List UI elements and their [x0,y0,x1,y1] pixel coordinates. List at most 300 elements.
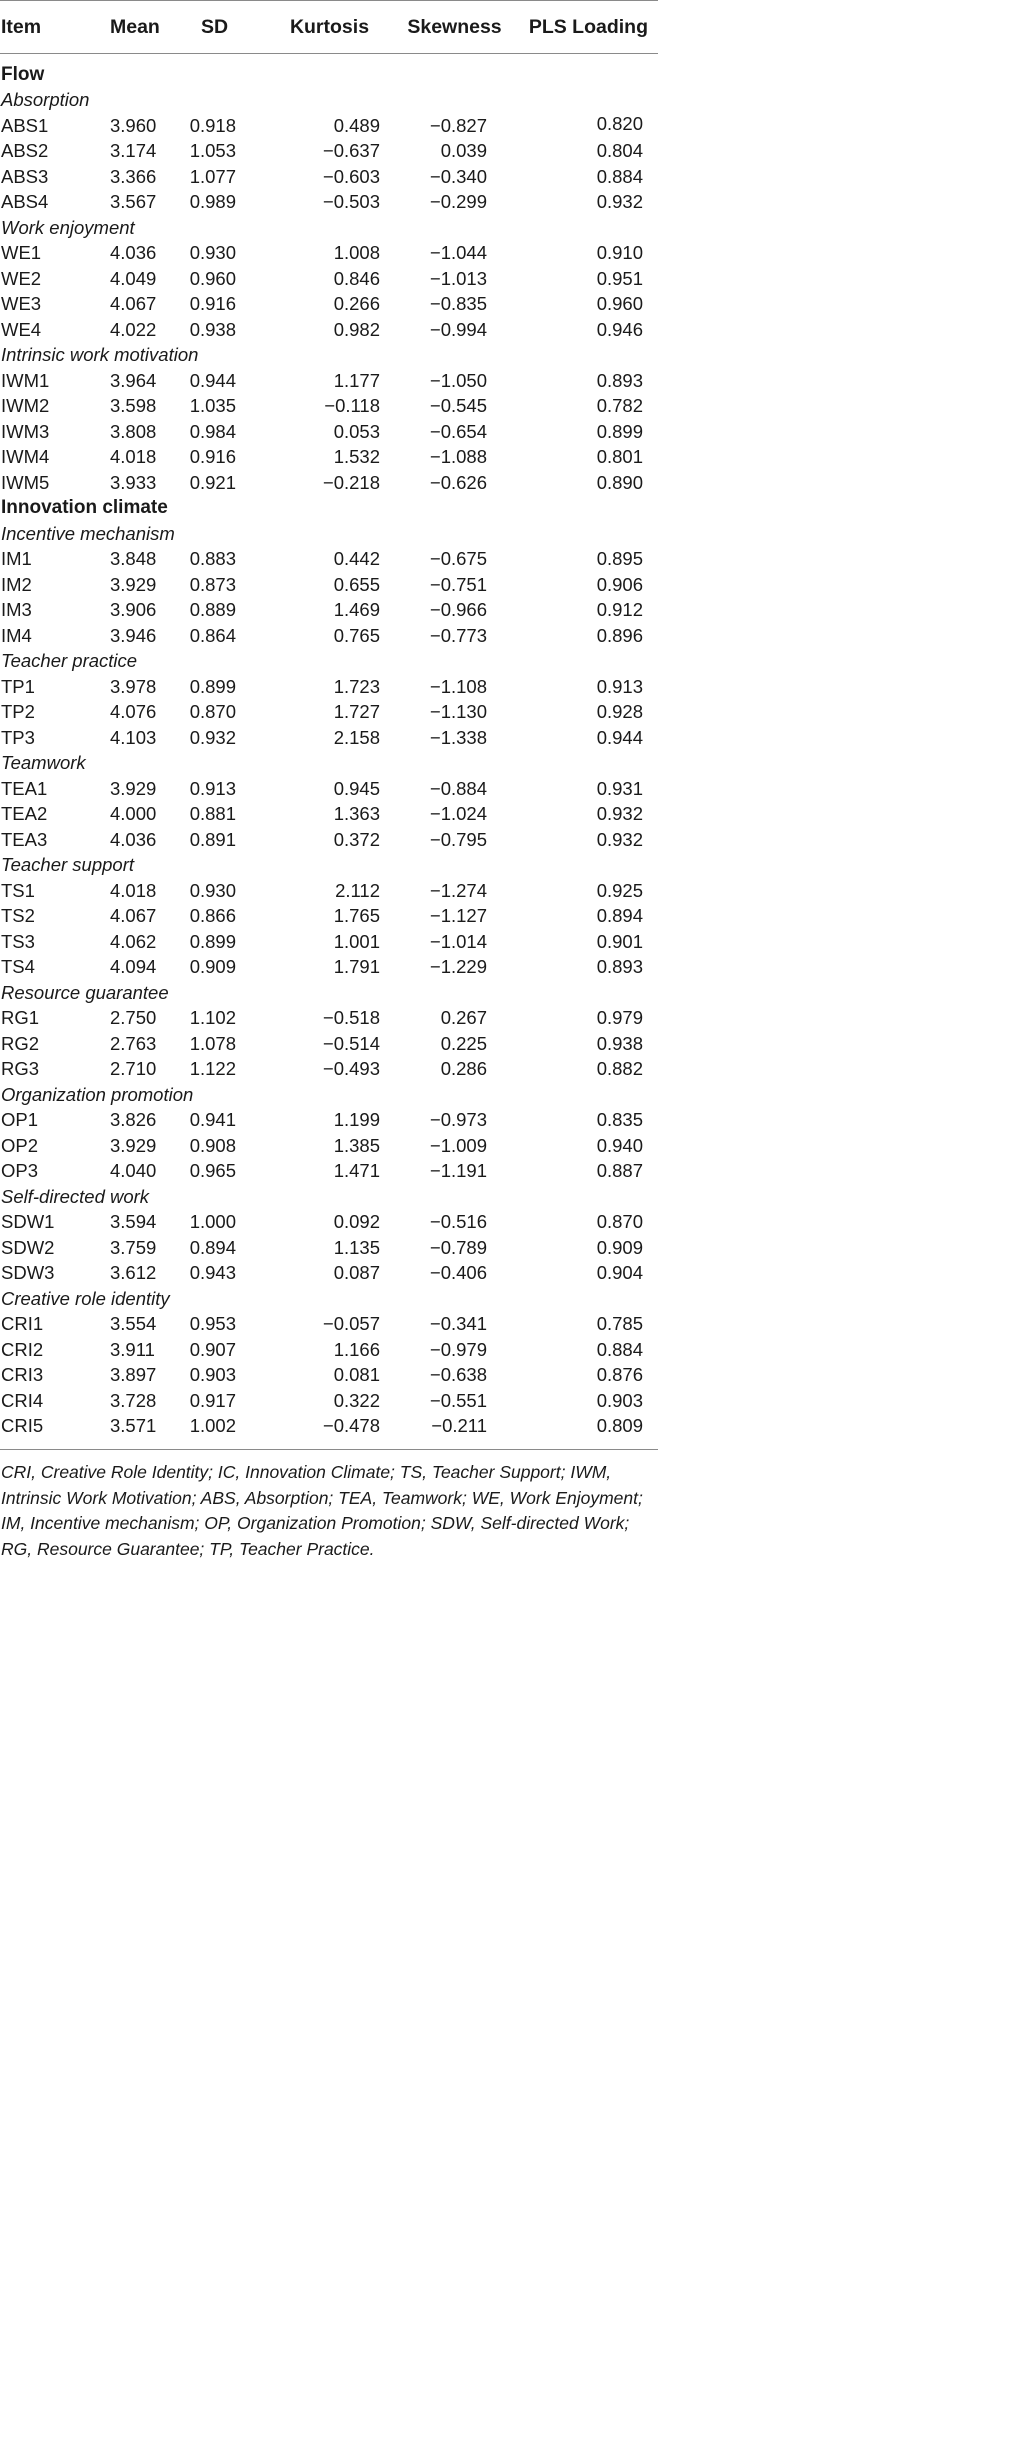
table-row [0,266,658,292]
sd-cell: 0.943 [189,1262,236,1284]
sd-cell: 1.002 [189,1415,236,1437]
sd-cell: 1.053 [189,140,236,162]
item-cell: SDW3 [1,1262,55,1284]
table-row [0,1388,658,1414]
sd-cell: 0.916 [189,446,236,468]
pls-loading-cell: 0.870 [596,1211,643,1233]
mean-cell: 4.076 [110,701,157,723]
subsection-heading: Teacher practice [1,650,138,672]
item-cell: OP2 [1,1134,39,1156]
item-cell: TP1 [1,675,35,697]
pls-loading-cell: 0.946 [596,318,643,340]
skewness-cell: −0.341 [429,1313,487,1335]
table-row [0,1235,658,1261]
table-row [0,368,658,394]
header-pls-loading: PLS Loading [517,1,658,54]
sd-cell: 0.916 [189,293,236,315]
table-row [0,776,658,802]
subsection-heading: Organization promotion [1,1083,194,1105]
table-row [0,1210,658,1236]
kurtosis-cell: 0.081 [333,1364,380,1386]
subsection-heading-row [0,980,658,1006]
skewness-cell: −0.795 [429,828,487,850]
item-cell: TEA1 [1,777,48,799]
section-heading: Flow [1,63,45,85]
mean-cell: 3.946 [110,624,157,646]
pls-loading-cell: 0.951 [596,267,643,289]
mean-cell: 3.598 [110,395,157,417]
skewness-cell: −1.127 [429,905,487,927]
skewness-cell: 0.039 [440,140,487,162]
kurtosis-cell: 0.846 [333,267,380,289]
kurtosis-cell: 2.158 [333,726,380,748]
pls-loading-cell: 0.928 [596,701,643,723]
mean-cell: 4.094 [110,956,157,978]
skewness-cell: −0.545 [429,395,487,417]
table-row [0,1057,658,1083]
table-header [0,1,658,54]
mean-cell: 3.728 [110,1389,157,1411]
mean-cell: 3.929 [110,573,157,595]
table-row [0,419,658,445]
sd-cell: 0.903 [189,1364,236,1386]
table-row [0,572,658,598]
mean-cell: 3.567 [110,191,157,213]
sd-cell: 1.000 [189,1211,236,1233]
skewness-cell: −0.773 [429,624,487,646]
table-row [0,1414,658,1440]
sd-cell: 1.122 [189,1058,236,1080]
subsection-heading: Self-directed work [1,1185,150,1207]
table-row [0,598,658,624]
kurtosis-cell: −0.637 [322,140,380,162]
table-row [0,802,658,828]
item-cell: SDW1 [1,1211,55,1233]
sd-cell: 0.917 [189,1389,236,1411]
mean-cell: 3.933 [110,471,157,493]
mean-cell: 4.067 [110,293,157,315]
sd-cell: 0.984 [189,420,236,442]
mean-cell: 3.554 [110,1313,157,1335]
header-item: Item [0,1,102,54]
kurtosis-cell: 1.469 [333,599,380,621]
pls-loading-cell: 0.904 [596,1262,643,1284]
kurtosis-cell: 0.489 [333,114,380,136]
kurtosis-cell: −0.603 [322,165,380,187]
pls-loading-cell: 0.890 [596,471,643,493]
item-cell: IM1 [1,548,32,570]
table-row [0,317,658,343]
section-heading: Innovation climate [1,497,168,519]
mean-cell: 3.366 [110,165,157,187]
item-cell: WE3 [1,293,42,315]
skewness-cell: −1.191 [429,1160,487,1182]
pls-loading-cell: 0.835 [596,1109,643,1131]
mean-cell: 4.040 [110,1160,157,1182]
mean-cell: 3.571 [110,1415,157,1437]
skewness-cell: −1.050 [429,369,487,391]
table-row [0,878,658,904]
table-footnote: CRI, Creative Role Identity; IC, Innovation Climate; TS, Teacher Support; IWM, Intrinsic Work Motivation; ABS, Absorption; TEA, Teamwork; WE, Work Enjoyment; IM, Incentive mechanism; OP, Organization Promotion; SDW, Self-directed Work; RG, Resource Guarantee; TP, Teacher Practice. [1,1462,643,1559]
pls-loading-cell: 0.884 [596,165,643,187]
skewness-cell: −1.130 [429,701,487,723]
table-row [0,1031,658,1057]
item-cell: RG2 [1,1032,40,1054]
table-row [0,1312,658,1338]
pls-loading-cell: 0.804 [596,140,643,162]
skewness-cell: −1.274 [429,879,487,901]
skewness-cell: −0.551 [429,1389,487,1411]
pls-loading-cell: 0.910 [596,242,643,264]
table-row [0,700,658,726]
subsection-heading-row [0,853,658,879]
pls-loading-cell: 0.932 [596,803,643,825]
kurtosis-cell: 1.532 [333,446,380,468]
pls-loading-cell: 0.909 [596,1236,643,1258]
table-row [0,547,658,573]
mean-cell: 4.036 [110,242,157,264]
kurtosis-cell: −0.514 [322,1032,380,1054]
table-row [0,292,658,318]
kurtosis-cell: 0.372 [333,828,380,850]
table-row [0,1261,658,1287]
table-row [0,1133,658,1159]
mean-cell: 3.612 [110,1262,157,1284]
kurtosis-cell: 1.135 [333,1236,380,1258]
sd-cell: 0.899 [189,930,236,952]
item-cell: TS2 [1,905,35,927]
kurtosis-cell: 0.945 [333,777,380,799]
kurtosis-cell: 1.385 [333,1134,380,1156]
kurtosis-cell: 1.791 [333,956,380,978]
skewness-cell: 0.286 [440,1058,487,1080]
pls-loading-cell: 0.896 [596,624,643,646]
kurtosis-cell: 2.112 [335,879,380,901]
mean-cell: 4.067 [110,905,157,927]
sd-cell: 0.930 [189,242,236,264]
skewness-cell: −0.516 [429,1211,487,1233]
subsection-heading-row [0,1184,658,1210]
item-cell: TP3 [1,726,35,748]
pls-loading-cell: 0.899 [596,420,643,442]
pls-loading-cell: 0.782 [596,395,643,417]
sd-cell: 0.909 [189,956,236,978]
item-cell: ABS2 [1,140,49,162]
subsection-heading: Resource guarantee [1,981,169,1003]
skewness-cell: −0.835 [429,293,487,315]
subsection-heading-row [0,649,658,675]
kurtosis-cell: 1.177 [333,369,380,391]
pls-loading-cell: 0.913 [596,675,643,697]
skewness-cell: −0.884 [429,777,487,799]
sd-cell: 0.921 [189,471,236,493]
subsection-heading: Teamwork [1,752,86,774]
table-row [0,904,658,930]
kurtosis-cell: 1.471 [333,1160,380,1182]
skewness-cell: −0.299 [429,191,487,213]
subsection-heading-row [0,751,658,777]
kurtosis-cell: 0.092 [333,1211,380,1233]
skewness-cell: 0.267 [440,1007,487,1029]
pls-loading-cell: 0.932 [596,828,643,850]
table-body [0,54,658,1440]
kurtosis-cell: −0.518 [322,1007,380,1029]
mean-cell: 3.964 [110,369,157,391]
mean-cell: 4.000 [110,803,157,825]
kurtosis-cell: 1.363 [333,803,380,825]
skewness-cell: −0.973 [429,1109,487,1131]
subsection-heading: Creative role identity [1,1287,170,1309]
kurtosis-cell: 1.199 [333,1109,380,1131]
item-cell: RG3 [1,1058,40,1080]
skewness-cell: −1.229 [429,956,487,978]
kurtosis-cell: 0.266 [333,293,380,315]
kurtosis-cell: 0.655 [333,573,380,595]
table-row [0,674,658,700]
pls-loading-cell: 0.931 [596,777,643,799]
kurtosis-cell: 0.322 [333,1389,380,1411]
sd-cell: 0.908 [189,1134,236,1156]
skewness-cell: −0.994 [429,318,487,340]
sd-cell: 1.077 [189,165,236,187]
pls-loading-cell: 0.932 [596,191,643,213]
kurtosis-cell: 0.765 [333,624,380,646]
kurtosis-cell: −0.118 [324,395,380,417]
skewness-cell: −0.638 [429,1364,487,1386]
sd-cell: 0.989 [189,191,236,213]
subsection-heading-row [0,1286,658,1312]
item-cell: TS4 [1,956,35,978]
sd-cell: 0.870 [189,701,236,723]
table-row [0,190,658,216]
header-row [0,1,658,54]
skewness-cell: −0.966 [429,599,487,621]
skewness-cell: −0.654 [429,420,487,442]
header-skewness: Skewness [392,1,517,54]
mean-cell: 4.018 [110,446,157,468]
skewness-cell: −0.211 [431,1415,487,1437]
item-cell: ABS1 [1,114,49,136]
pls-loading-cell: 0.882 [596,1058,643,1080]
mean-cell: 3.848 [110,548,157,570]
table-row [0,241,658,267]
item-cell: IWM2 [1,395,50,417]
sd-cell: 0.953 [189,1313,236,1335]
kurtosis-cell: 0.982 [333,318,380,340]
pls-loading-cell: 0.979 [596,1007,643,1029]
skewness-cell: −0.979 [429,1338,487,1360]
pls-loading-cell: 0.938 [596,1032,643,1054]
pls-loading-cell: 0.944 [596,726,643,748]
mean-cell: 4.022 [110,318,157,340]
sd-cell: 0.918 [189,114,236,136]
table-row [0,1108,658,1134]
pls-loading-cell: 0.884 [596,1338,643,1360]
sd-cell: 0.944 [189,369,236,391]
pls-loading-cell: 0.876 [596,1364,643,1386]
header-kurtosis: Kurtosis [267,1,392,54]
sd-cell: 1.078 [189,1032,236,1054]
table-row [0,623,658,649]
kurtosis-cell: −0.503 [322,191,380,213]
sd-cell: 0.894 [189,1236,236,1258]
table-container [0,0,658,1562]
item-cell: WE4 [1,318,42,340]
pls-loading-cell: 0.925 [596,879,643,901]
mean-cell: 3.906 [110,599,157,621]
kurtosis-cell: 0.442 [333,548,380,570]
mean-cell: 3.929 [110,777,157,799]
table-row [0,445,658,471]
mean-cell: 4.049 [110,267,157,289]
section-heading-row [0,496,658,522]
item-cell: OP1 [1,1109,39,1131]
item-cell: OP3 [1,1160,39,1182]
table-row [0,394,658,420]
sd-cell: 1.035 [189,395,236,417]
item-cell: CRI2 [1,1338,44,1360]
item-cell: IWM3 [1,420,50,442]
pls-loading-cell: 0.785 [596,1313,643,1335]
table-row [0,113,658,139]
sd-cell: 0.965 [189,1160,236,1182]
pls-loading-cell: 0.960 [596,293,643,315]
sd-cell: 0.881 [189,803,236,825]
skewness-cell: −1.024 [429,803,487,825]
item-cell: RG1 [1,1007,40,1029]
kurtosis-cell: −0.057 [322,1313,380,1335]
skewness-cell: −0.675 [429,548,487,570]
pls-loading-cell: 0.894 [596,905,643,927]
skewness-cell: −1.088 [429,446,487,468]
kurtosis-cell: 1.001 [333,930,380,952]
table-row [0,139,658,165]
table-row [0,470,658,496]
subsection-heading: Incentive mechanism [1,522,175,544]
kurtosis-cell: −0.493 [322,1058,380,1080]
mean-cell: 3.897 [110,1364,157,1386]
subsection-heading: Work enjoyment [1,216,135,238]
subsection-heading: Absorption [1,89,90,111]
sd-cell: 0.883 [189,548,236,570]
mean-cell: 3.759 [110,1236,157,1258]
skewness-cell: −1.044 [429,242,487,264]
item-cell: WE1 [1,242,42,264]
pls-loading-cell: 0.901 [596,930,643,952]
skewness-cell: −0.406 [429,1262,487,1284]
header-sd: SD [162,1,267,54]
mean-cell: 3.594 [110,1211,157,1233]
skewness-cell: −1.338 [429,726,487,748]
pls-loading-cell: 0.912 [596,599,643,621]
mean-cell: 2.750 [110,1007,157,1029]
sd-cell: 0.866 [189,905,236,927]
mean-cell: 3.826 [110,1109,157,1131]
pls-loading-cell: 0.895 [596,548,643,570]
table-row [0,1006,658,1032]
item-cell: IWM1 [1,369,50,391]
sd-cell: 0.864 [189,624,236,646]
sd-cell: 0.907 [189,1338,236,1360]
table-row [0,1159,658,1185]
item-cell: IM2 [1,573,32,595]
mean-cell: 4.062 [110,930,157,952]
mean-cell: 3.174 [110,140,157,162]
mean-cell: 2.763 [110,1032,157,1054]
skewness-cell: −0.789 [429,1236,487,1258]
kurtosis-cell: 1.727 [333,701,380,723]
sd-cell: 0.873 [189,573,236,595]
item-cell: ABS3 [1,165,49,187]
item-cell: WE2 [1,267,42,289]
item-cell: TS1 [1,879,35,901]
skewness-cell: −0.626 [429,471,487,493]
item-cell: ABS4 [1,191,49,213]
sd-cell: 0.932 [189,726,236,748]
pls-loading-cell: 0.903 [596,1389,643,1411]
item-cell: IWM5 [1,471,50,493]
sd-cell: 1.102 [189,1007,236,1029]
subsection-heading: Intrinsic work motivation [1,344,199,366]
sd-cell: 0.930 [189,879,236,901]
pls-loading-cell: 0.801 [596,446,643,468]
table-row [0,164,658,190]
item-cell: IWM4 [1,446,50,468]
mean-cell: 3.911 [110,1338,155,1360]
subsection-heading-row [0,1082,658,1108]
item-cell: CRI3 [1,1364,44,1386]
mean-cell: 3.960 [110,114,157,136]
sd-cell: 0.941 [189,1109,236,1131]
skewness-cell: −1.013 [429,267,487,289]
item-cell: IM4 [1,624,32,646]
item-cell: SDW2 [1,1236,55,1258]
mean-cell: 3.929 [110,1134,157,1156]
pls-loading-cell: 0.820 [596,113,643,134]
mean-cell: 3.978 [110,675,157,697]
subsection-heading-row [0,88,658,114]
skewness-cell: −1.014 [429,930,487,952]
subsection-heading-row [0,521,658,547]
pls-loading-cell: 0.940 [596,1134,643,1156]
kurtosis-cell: −0.218 [322,471,380,493]
subsection-heading-row [0,215,658,241]
skewness-cell: −1.009 [429,1134,487,1156]
sd-cell: 0.889 [189,599,236,621]
skewness-cell: −0.751 [429,573,487,595]
descriptive-statistics-table [0,0,658,1439]
item-cell: CRI5 [1,1415,44,1437]
pls-loading-cell: 0.893 [596,956,643,978]
skewness-cell: −0.340 [429,165,487,187]
table-row [0,1363,658,1389]
mean-cell: 4.036 [110,828,157,850]
mean-cell: 2.710 [110,1058,157,1080]
subsection-heading-row [0,343,658,369]
skewness-cell: 0.225 [440,1032,487,1054]
table-row [0,929,658,955]
mean-cell: 4.018 [110,879,157,901]
mean-cell: 4.103 [110,726,157,748]
sd-cell: 0.913 [189,777,236,799]
pls-loading-cell: 0.809 [596,1415,643,1437]
item-cell: IM3 [1,599,32,621]
sd-cell: 0.960 [189,267,236,289]
item-cell: TS3 [1,930,35,952]
kurtosis-cell: 1.166 [333,1338,380,1360]
sd-cell: 0.891 [189,828,236,850]
kurtosis-cell: 1.723 [333,675,380,697]
